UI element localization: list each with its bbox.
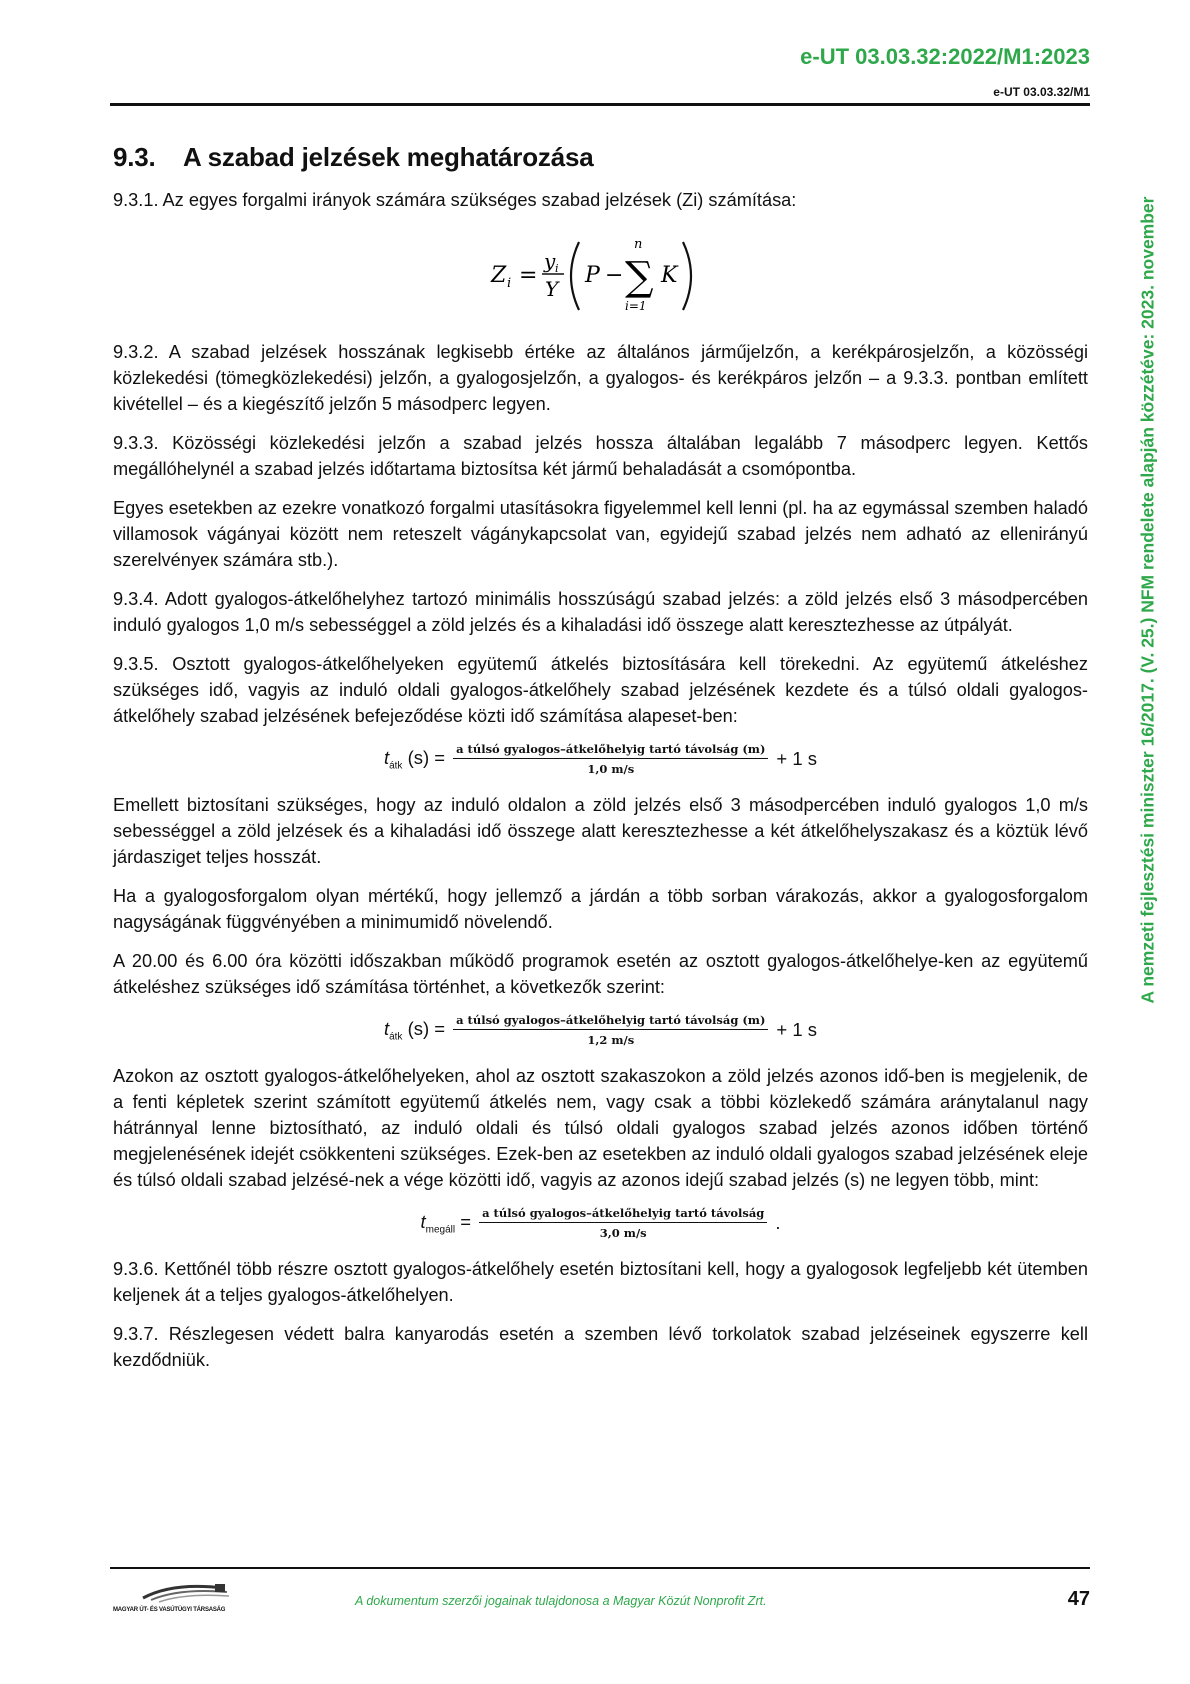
section-heading (113, 142, 1088, 173)
zi-left-paren (571, 242, 579, 310)
f2-fraction (453, 1013, 768, 1047)
zi-y-num-sub: i (554, 262, 559, 275)
paragraph-9-3-3: 9.3.3. Közösségi közlekedési jelzőn a szabad jelzés hossza általában legalább 7 másodperc legyen. Kettős megállóhelynél a szabad jelzés időtartama biztosítsa két jármű behaladását a csomópontba. (113, 433, 1088, 479)
zi-minus: − (604, 263, 623, 288)
paragraph-9-3-7: 9.3.7. Részlegesen védett balra kanyarodás esetén a szemben lévő torkolatok szabad jelzéseinek egyszerre kell kezdődniük. (113, 1324, 1088, 1370)
f3-lhs: $t_{megáll}$ = (420, 1210, 472, 1236)
f1-suffix: + 1 s (776, 748, 818, 769)
f3-denominator: 3,0 m/s (599, 1226, 647, 1240)
f1-lhs: $t_{átk}$ (s) = (383, 746, 446, 772)
f2-lhs: $t_{átk}$ (s) = (383, 1017, 446, 1043)
formula-zi-svg (471, 226, 731, 318)
f3-numerator: a túlsó gyalogos–átkelőhelyig tartó távolság (479, 1206, 767, 1223)
paragraph-9-3-4: 9.3.4. Adott gyalogos-átkelőhelyhez tartozó minimális hosszúságú szabad jelzés: a zöld jelzés első 3 másodpercében induló gyalogos 1,0 m/s sebességgel a zöld jelzés és a kihaladási idő összege alatt keresztezhesse az útpályát. (113, 589, 1088, 635)
zi-right-paren (683, 242, 691, 310)
paragraph-9-3-2: 9.3.2. A szabad jelzések hosszának legkisebb értéke az általános járműjelzőn, a kerékpárosjelzőn, a közösségi közlekedési (tömegközlekedési) jelzőn, a gyalogosjelzőn, a gyalogos- és kerékpáros jelzőn – a 9.3.3. pontban említett kivétellel – és a kiegészítő jelzőn 5 másodperc legyen. (113, 342, 1088, 414)
zi-p: P (584, 263, 600, 288)
f1-fraction (453, 742, 768, 776)
zi-sum-bottom: i=1 (624, 299, 647, 313)
paragraph-9-3-5-b: Emellett biztosítani szükséges, hogy az induló oldalon a zöld jelzés első 3 másodpercében induló gyalogos 1,0 m/s sebességgel a zöld jelzések és a kihaladási idő összege alatt keresztezhesse a két átkelőhelyszakasz és a köztük lévő járdasziget teljes hosszát. (113, 795, 1088, 867)
paragraph-9-3-1: 9.3.1. Az egyes forgalmi irányok számára szükséges szabad jelzések (Zi) számítása: (113, 190, 797, 210)
paragraph-9-3-6: 9.3.6. Kettőnél több részre osztott gyalogos-átkelőhely esetén biztosítani kell, hogy a gyalogosok legfeljebb két ütemben keljenek át a teljes gyalogos-átkelőhelyen. (113, 1259, 1088, 1305)
page-number: 47 (1067, 1588, 1090, 1610)
section-number: 9.3. (113, 142, 156, 172)
f2-numerator: a túlsó gyalogos–átkelőhelyig tartó távolság (m) (453, 1013, 768, 1030)
footer-divider (110, 1567, 1090, 1569)
paragraph-9-3-5-c: Ha a gyalogosforgalom olyan mértékű, hogy jellemző a járdán a több sorban várakozás, akkor a gyalogosforgalom nagyságának függvényében a minimumidő növelendő. (113, 886, 1088, 932)
formula-t-atk-1 (113, 742, 1088, 776)
page-content (113, 142, 1088, 1386)
paragraph-9-3-5-d: A 20.00 és 6.00 óra közötti időszakban működő programok esetén az osztott gyalogos-átkelőhelye-ken az együtemű átkeléshez szükséges idő számítása történhet, a következők szerint: (113, 951, 1088, 997)
f3-fraction (479, 1206, 767, 1240)
f1-numerator: a túlsó gyalogos–átkelőhelyig tartó távolság (m) (453, 742, 768, 759)
copyright-notice: A dokumentum szerzői jogainak tulajdonosa a Magyar Közút Nonprofit Zrt. (355, 1594, 767, 1608)
publication-side-note: A nemzeti fejlesztési miniszter 16/2017. (V. 25.) NFM rendelete alapján közzétéve: 2023. november (1137, 196, 1158, 1004)
formula-t-atk-2 (113, 1013, 1088, 1047)
zi-sum-sign: ∑ (624, 254, 654, 300)
header-divider (110, 103, 1090, 106)
formula-zi (113, 226, 1088, 323)
formula-t-megall (113, 1206, 1088, 1240)
zi-lhs: Z (490, 263, 506, 288)
logo-text: MAGYAR ÚT- ÉS VASÚTÜGYI TÁRSASÁG (113, 1607, 226, 1613)
paragraph-9-3-3-note: Egyes esetekben az ezekre vonatkozó forgalmi utasításokra figyelemmel kell lenni (pl. ha az egymással szemben haladó villamosok vágányai között nem reteszelt vágánykapcsolat van, egyidejű szabad jelzés nem adható az ellenirányú szerelvényeк számára stb.). (113, 498, 1088, 570)
zi-k: K (660, 263, 677, 288)
f1-denominator: 1,0 m/s (587, 762, 635, 776)
section-title: A szabad jelzések meghatározása (183, 142, 594, 172)
document-code-small: e-UT 03.03.32/M1 (993, 85, 1090, 99)
organization-logo (113, 1580, 263, 1616)
zi-lhs-sub: i (506, 276, 511, 291)
document-code: e-UT 03.03.32:2022/M1:2023 (800, 44, 1090, 69)
zi-y-den: Y (544, 277, 558, 301)
f2-denominator: 1,2 m/s (587, 1033, 635, 1047)
zi-equals: = (518, 263, 537, 288)
f2-suffix: + 1 s (776, 1019, 818, 1040)
zi-sum-top: n (633, 237, 642, 252)
paragraph-9-3-5-e: Azokon az osztott gyalogos-átkelőhelyeken, ahol az osztott szakaszokon a zöld jelzés azonos idő-ben is megjelenik, de a fenti képletek szerint számított együtemű átkelés nem, vagy csak a többi közlekedő számára aránytalanul nagy hátránnyal lenne biztosítható, az induló oldali és túlsó oldali gyalogos szabad jelzés azonos időben történő megjelenésének idejét csökkenteni szükséges. Ezek-ben az esetekben az induló oldali gyalogos szabad jelzésének eleje és túlsó oldali szabad jelzésé-nek a vége közötti idő, vagyis az azonos idejű szabad jelzés (s) ne legyen több, mint: (113, 1066, 1088, 1190)
zi-y-num: y (543, 249, 555, 273)
f3-suffix: . (775, 1212, 781, 1233)
paragraph-9-3-5: 9.3.5. Osztott gyalogos-átkelőhelyeken együtemű átkelés biztosítására kell törekedni. Az együtemű átkeléshez szükséges idő, vagyis az induló oldali gyalogos-átkelőhely szabad jelzésének kezdete és a túlsó oldali gyalogos-átkelőhely szabad jelzésének befejeződése közti idő számítása alapeset-ben: (113, 654, 1088, 726)
